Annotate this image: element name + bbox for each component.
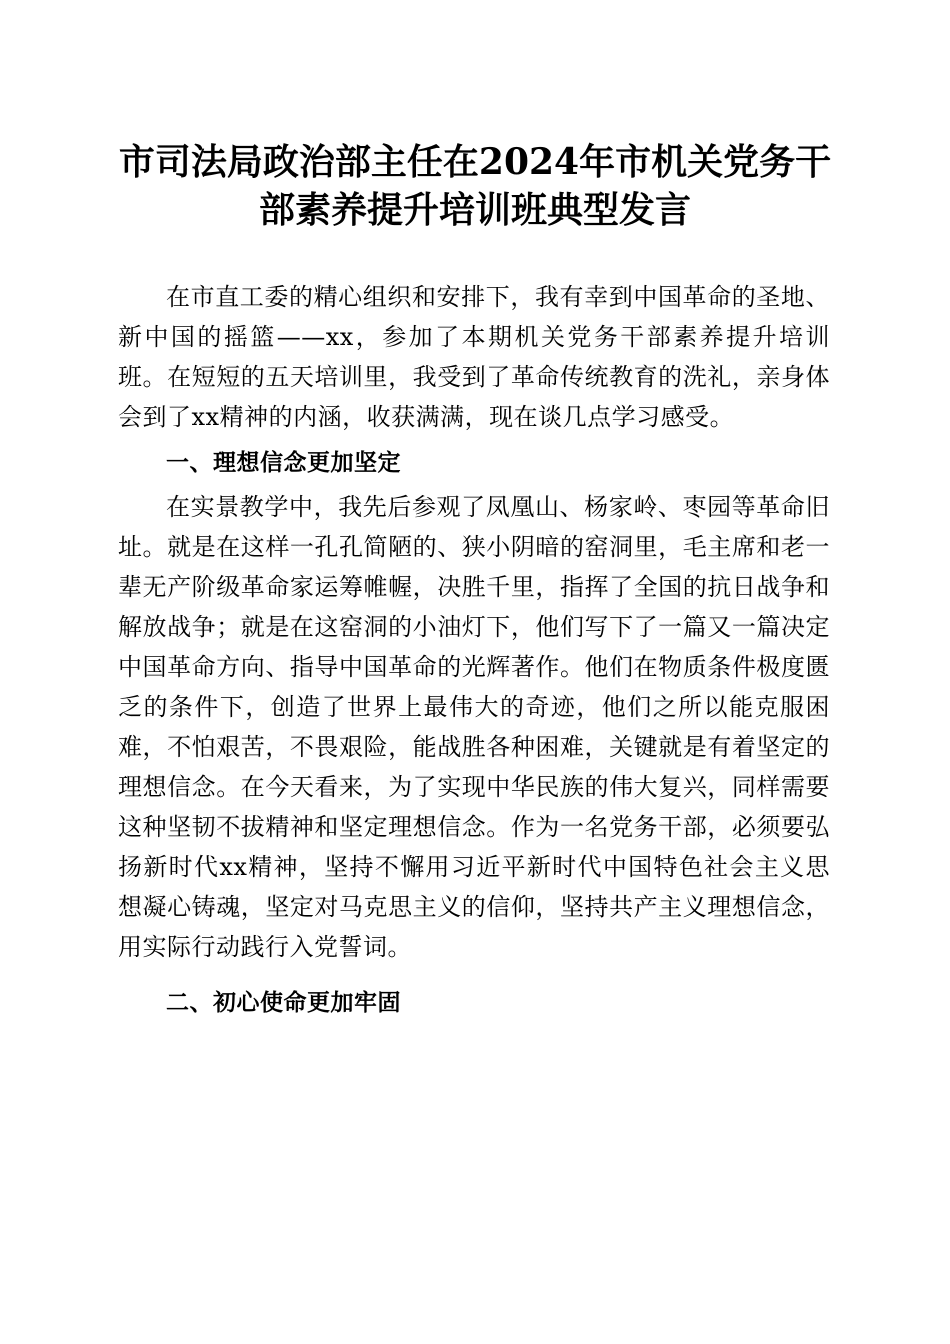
section-heading-1: 一、理想信念更加坚定 <box>166 450 401 476</box>
document-body <box>118 277 830 1025</box>
title-line-1: 市司法局政治部主任在2024年市机关党务干 <box>118 141 832 183</box>
paragraph-ideals: 在实景教学中，我先后参观了凤凰山、杨家岭、枣园等革命旧址。就是在这样一孔孔简陋的、狭小阴暗的窑洞里，毛主席和老一辈无产阶级革命家运筹帷幄，决胜千里，指挥了全国的抗日战争和解放战争；就是在这窑洞的小油灯下，他们写下了一篇又一篇决定中国革命方向、指导中国革命的光辉著作。他们在物质条件极度匮乏的条件下，创造了世界上最伟大的奇迹，他们之所以能克服困难，不怕艰苦，不畏艰险，能战胜各种困难，关键就是有着坚定的理想信念。在今天看来，为了实现中华民族的伟大复兴，同样需要这种坚韧不拔精神和坚定理想信念。作为一名党务干部，必须要弘扬新时代xx精神，坚持不懈用习近平新时代中国特色社会主义思想凝心铸魂，坚定对马克思主义的信仰，坚持共产主义理想信念，用实际行动践行入党誓词。 <box>118 493 830 961</box>
title-line-2: 部素养提升培训班典型发言 <box>258 189 691 231</box>
section-heading-2: 二、初心使命更加牢固 <box>166 990 401 1016</box>
document-title <box>110 138 840 234</box>
paragraph-intro: 在市直工委的精心组织和安排下，我有幸到中国革命的圣地、新中国的摇篮——xx，参加了本期机关党务干部素养提升培训班。在短短的五天培训里，我受到了革命传统教育的洗礼，亲身体会到了xx精神的内涵，收获满满，现在谈几点学习感受。 <box>118 283 830 431</box>
